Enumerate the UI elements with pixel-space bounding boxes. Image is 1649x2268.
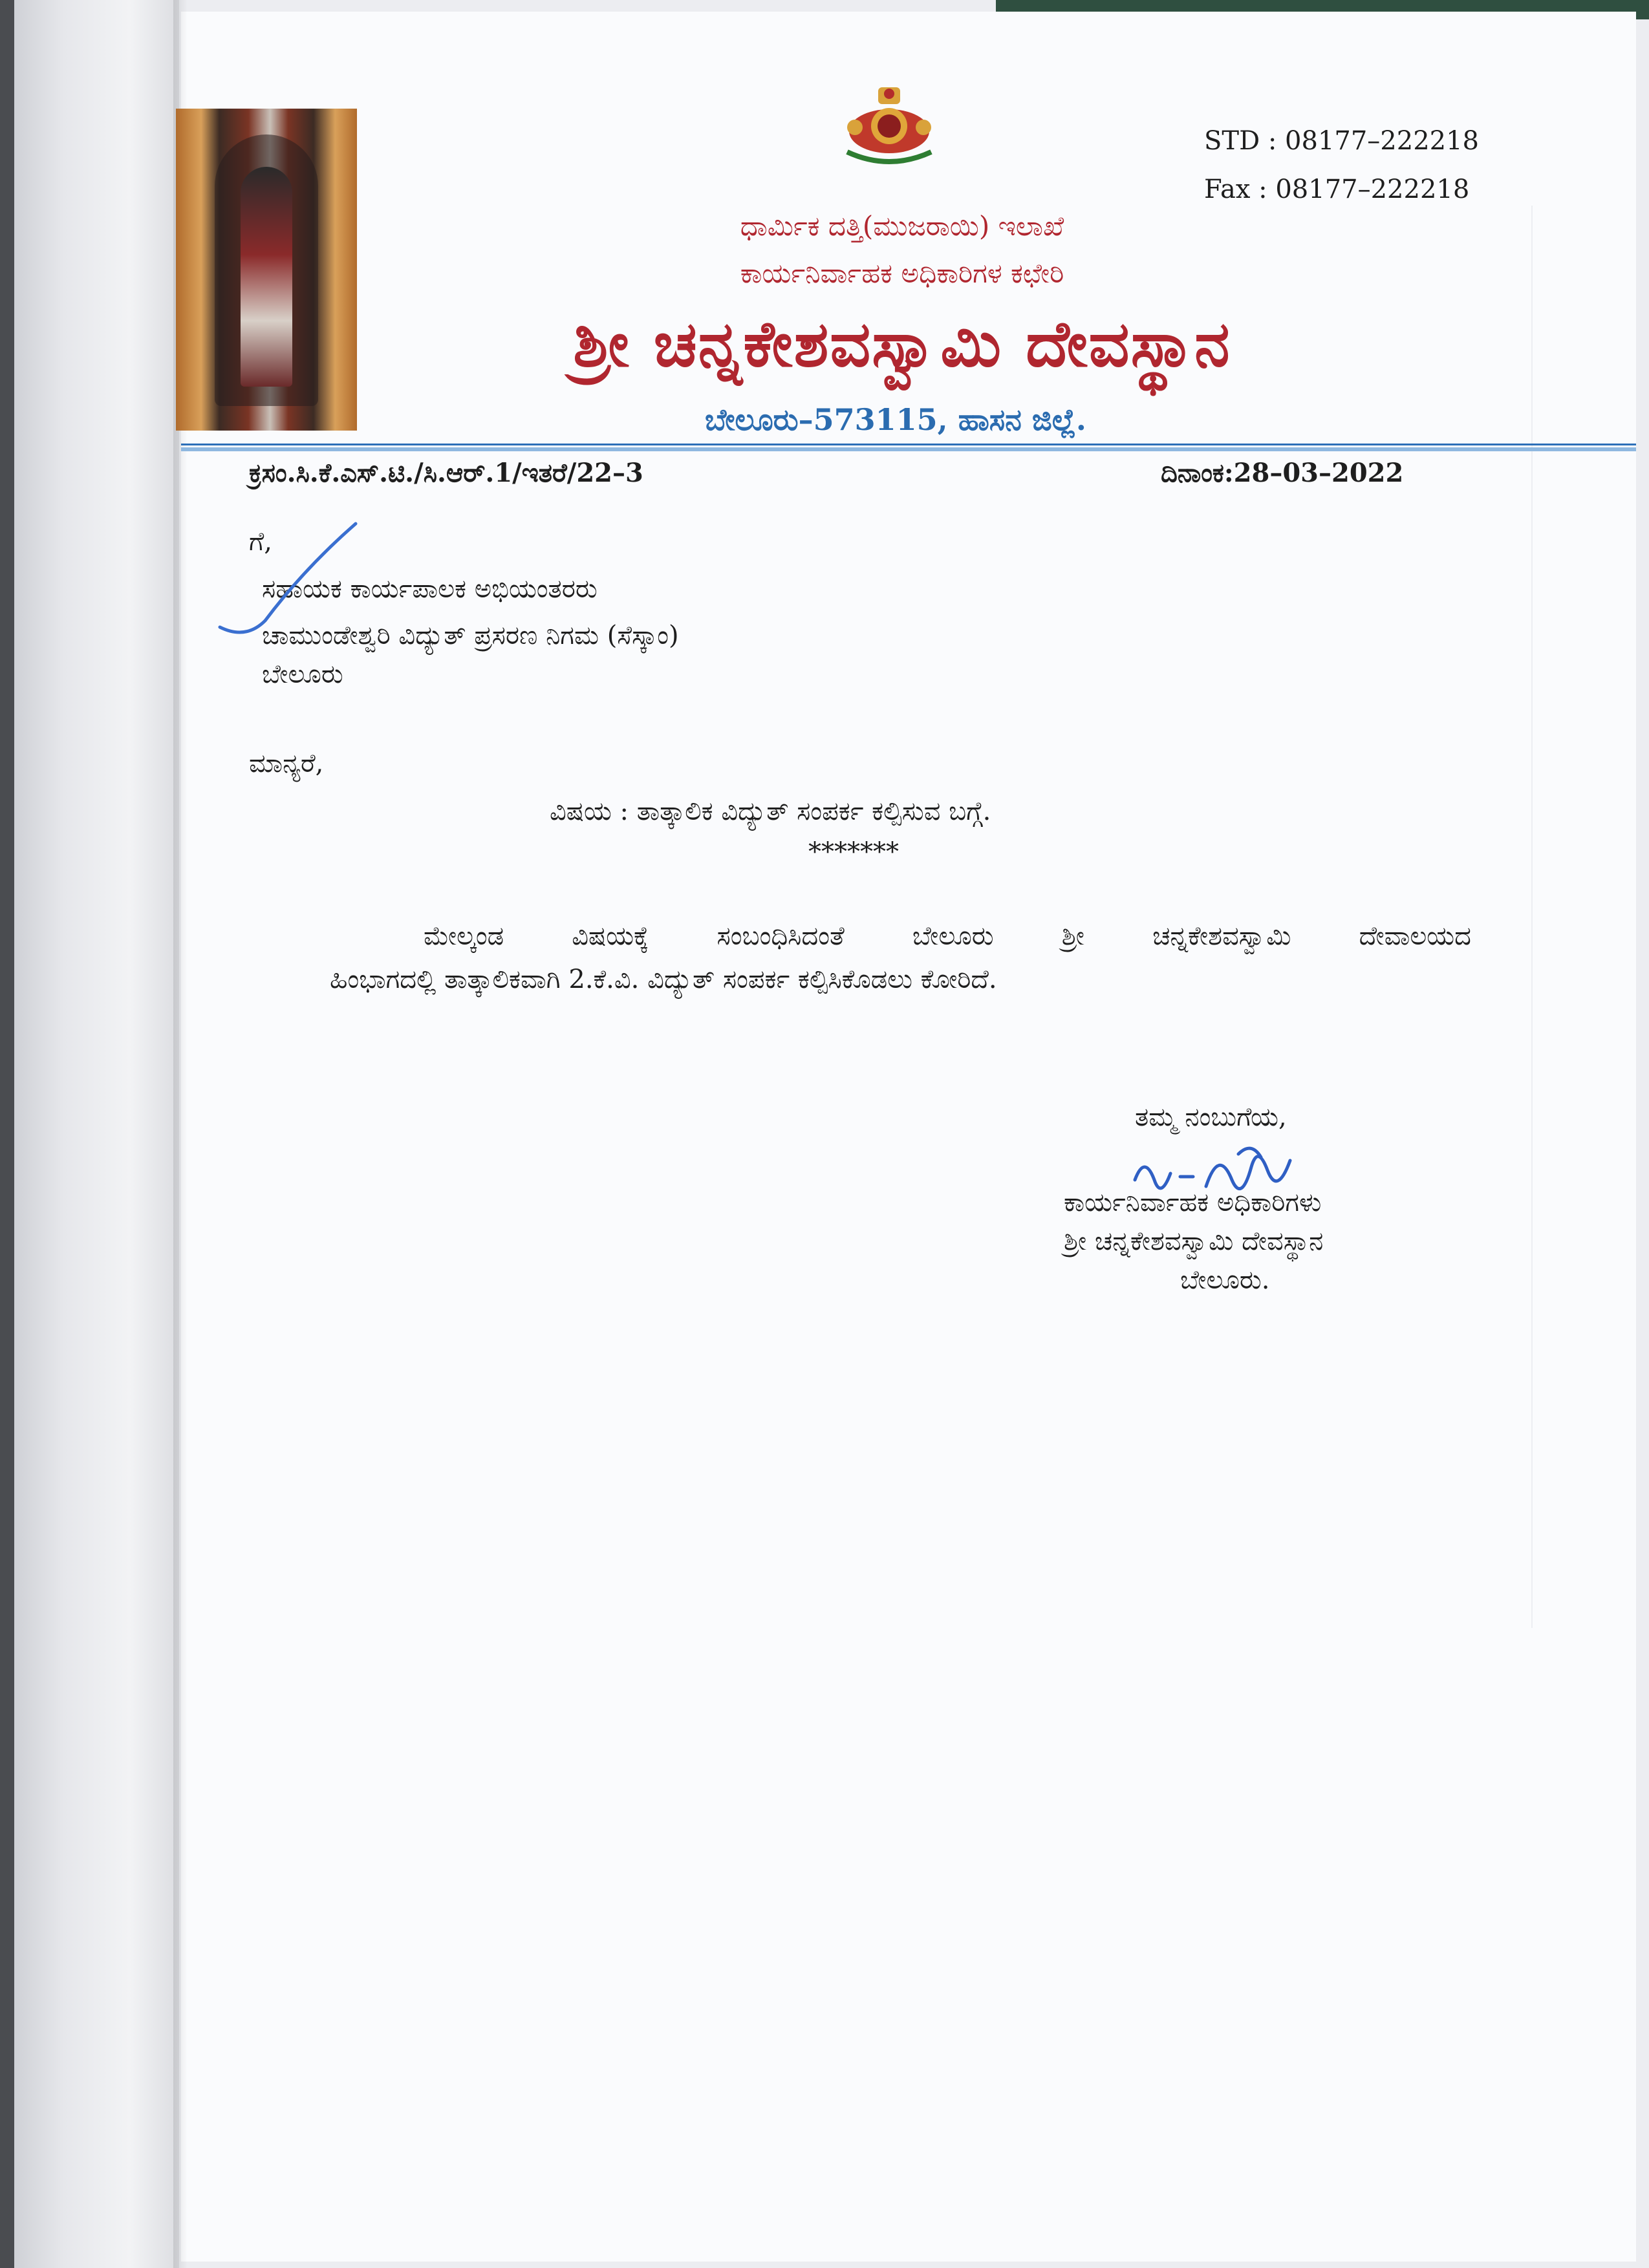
recipient-designation: ಸಹಾಯಕ ಕಾರ್ಯಪಾಲಕ ಅಭಿಯಂತರರು: [262, 574, 598, 604]
recipient-place: ಬೇಲೂರು: [262, 659, 343, 689]
signatory-place: ಬೇಲೂರು.: [1180, 1265, 1270, 1295]
to-label: ಗೆ,: [249, 527, 272, 557]
std-number: STD : 08177–222218: [1204, 126, 1479, 156]
salutation: ಮಾನ್ಯರೆ,: [249, 749, 324, 778]
body-paragraph-line-2: ಹಿಂಭಾಗದಲ್ಲಿ ತಾತ್ಕಾಲಿಕವಾಗಿ 2.ಕೆ.ವಿ. ವಿದ್ಯುತ್ ಸಂಪರ್ಕ ಕಲ್ಪಿಸಿಕೊಡಲು ಕೋರಿದೆ.: [330, 965, 997, 994]
reference-number: ಕ್ರಸಂ.ಸಿ.ಕೆ.ಎಸ್.ಟಿ./ಸಿ.ಆರ್.1/ಇತರೆ/22–3: [249, 458, 643, 488]
closing-phrase: ತಮ್ಮ ನಂಬುಗೆಯ,: [1135, 1102, 1287, 1132]
temple-address: ಬೇಲೂರು–573115, ಹಾಸನ ಜಿಲ್ಲೆ.: [705, 402, 1086, 437]
letter-date: ದಿನಾಂಕ:28–03–2022: [1161, 458, 1404, 488]
fax-number: Fax : 08177–222218: [1204, 175, 1470, 204]
body-paragraph-line-1: ಮೇಲ್ಕಂಡ ವಿಷಯಕ್ಕೆ ಸಂಬಂಧಿಸಿದಂತೆ ಬೇಲೂರು ಶ್ರೀ ಚನ್ನಕೇಶವಸ್ವಾಮಿ ದೇವಾಲಯದ: [424, 921, 1471, 951]
recipient-organization: ಚಾಮುಂಡೇಶ್ವರಿ ವಿದ್ಯುತ್ ಪ್ರಸರಣ ನಿಗಮ (ಸೆಸ್ಕಾಂ): [262, 621, 679, 650]
tick-mark-icon: [207, 511, 375, 653]
subject-separator: *******: [808, 837, 899, 867]
header-divider-shadow: [181, 447, 1636, 451]
signatory-temple: ಶ್ರೀ ಚನ್ನಕೇಶವಸ್ವಾಮಿ ದೇವಸ್ಥಾನ: [1064, 1226, 1324, 1256]
state-emblem-icon: [841, 81, 938, 165]
subject-line: ವಿಷಯ : ತಾತ್ಕಾಲಿಕ ವಿದ್ಯುತ್ ಸಂಪರ್ಕ ಕಲ್ಪಿಸುವ ಬಗ್ಗೆ.: [550, 797, 991, 826]
header-divider: [181, 444, 1636, 445]
temple-name-heading: ಶ್ರೀ ಚನ್ನಕೇಶವಸ್ವಾಮಿ ದೇವಸ್ಥಾನ: [573, 307, 1231, 381]
office-name: ಕಾರ್ಯನಿರ್ವಾಹಕ ಅಧಿಕಾರಿಗಳ ಕಛೇರಿ: [740, 257, 1064, 289]
signatory-title: ಕಾರ್ಯನಿರ್ವಾಹಕ ಅಧಿಕಾರಿಗಳು: [1064, 1188, 1322, 1217]
department-name: ಧಾರ್ಮಿಕ ದತ್ತಿ(ಮುಜರಾಯಿ) ಇಲಾಖೆ: [740, 210, 1064, 242]
bleed-through: [1531, 206, 1636, 1628]
